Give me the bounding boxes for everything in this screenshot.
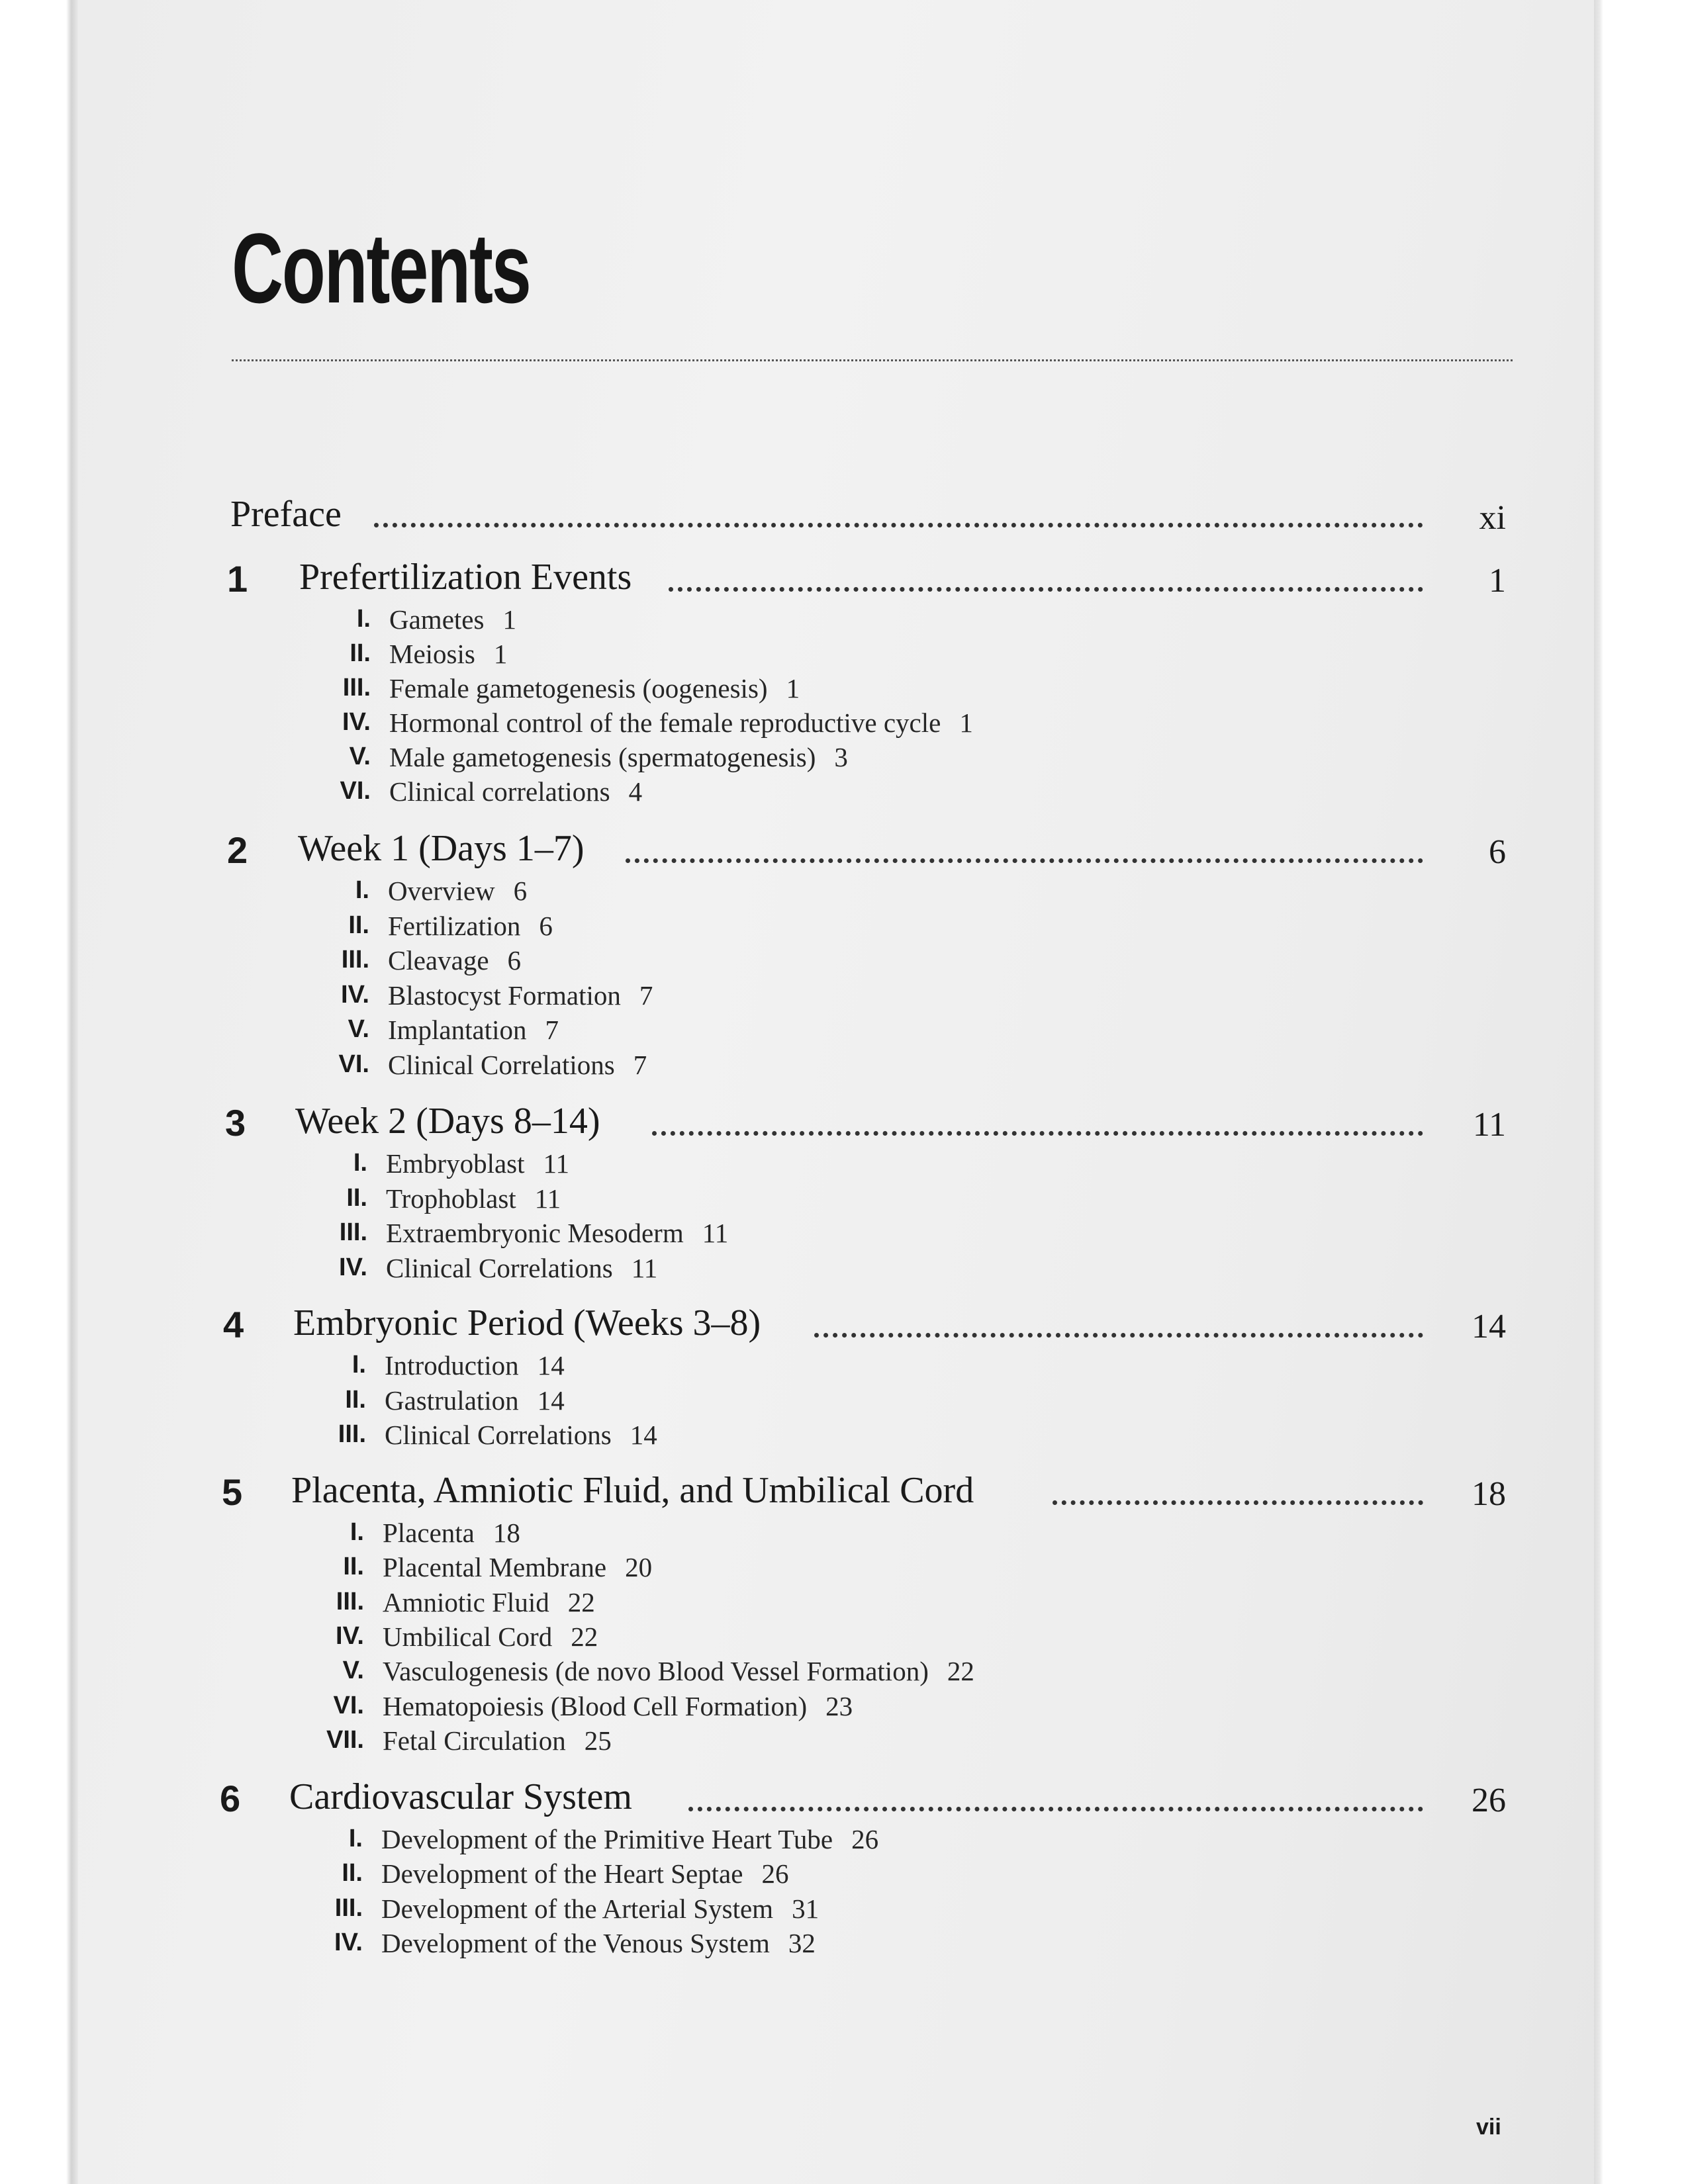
section-page: 1: [493, 639, 508, 669]
section-title: Amniotic Fluid: [383, 1586, 549, 1617]
section-number: III.: [338, 1420, 366, 1448]
section-entry: [381, 1858, 788, 1889]
chapter-number: 2: [227, 829, 248, 871]
preface-leader: [374, 523, 1423, 527]
section-number: IV.: [341, 980, 369, 1009]
section-page: 7: [639, 979, 653, 1011]
section-entry: [389, 741, 848, 773]
section-page: 20: [625, 1552, 653, 1583]
section-title: Clinical Correlations: [388, 1049, 615, 1080]
section-entry: [383, 1725, 612, 1756]
section-number: III.: [341, 946, 369, 974]
section-number: II.: [346, 1183, 367, 1212]
section-page: 3: [834, 742, 848, 772]
chapter-title: Placenta, Amniotic Fluid, and Umbilical Cord: [291, 1470, 974, 1511]
section-page: 7: [545, 1015, 559, 1045]
section-number: II.: [350, 639, 371, 667]
section-title: Gametes: [389, 604, 485, 635]
section-number: V.: [342, 1657, 364, 1685]
chapter-leader: [1053, 1500, 1423, 1505]
section-page: 25: [584, 1725, 612, 1756]
section-entry: [386, 1217, 728, 1249]
section-entry: [381, 1823, 878, 1855]
section-title: Male gametogenesis (spermatogenesis): [389, 742, 816, 772]
section-title: Clinical Correlations: [385, 1420, 612, 1450]
section-title: Vasculogenesis (de novo Blood Vessel Formation): [383, 1656, 929, 1687]
section-entry: [388, 910, 553, 942]
section-title: Clinical Correlations: [386, 1252, 613, 1283]
section-entry: [385, 1385, 565, 1416]
chapter-leader: [814, 1333, 1423, 1338]
section-entry: [388, 979, 653, 1011]
chapter-number: 1: [227, 558, 248, 600]
section-number: IV.: [336, 1621, 364, 1650]
section-number: I.: [350, 1518, 364, 1546]
chapter-leader: [652, 1131, 1423, 1136]
section-number: II.: [343, 1553, 364, 1581]
section-page: 14: [630, 1420, 657, 1450]
section-entry: [389, 776, 642, 807]
section-number: I.: [356, 605, 371, 633]
section-entry: [385, 1419, 657, 1451]
chapter-leader: [688, 1807, 1423, 1811]
section-title: Fetal Circulation: [383, 1725, 566, 1756]
chapter-number: 4: [223, 1304, 244, 1345]
chapter-leader: [669, 587, 1423, 592]
section-title: Implantation: [388, 1015, 527, 1045]
section-number: IV.: [339, 1253, 367, 1281]
section-title: Introduction: [385, 1350, 519, 1381]
section-entry: [388, 1014, 559, 1046]
section-page: 31: [792, 1893, 820, 1924]
chapter-number: 5: [222, 1471, 243, 1513]
chapter-page: 14: [1472, 1308, 1506, 1345]
section-page: 26: [851, 1824, 879, 1854]
section-title: Fertilization: [388, 910, 521, 941]
section-entry: [389, 638, 507, 670]
page-title: Contents: [232, 212, 530, 324]
section-number: II.: [348, 911, 369, 939]
section-entry: [383, 1517, 520, 1549]
section-title: Placenta: [383, 1518, 475, 1548]
section-title: Extraembryonic Mesoderm: [386, 1218, 684, 1248]
preface-title: Preface: [230, 494, 342, 535]
chapter-page: 11: [1472, 1106, 1506, 1144]
section-page: 11: [534, 1183, 561, 1214]
section-page: 22: [947, 1656, 974, 1687]
section-number: VI.: [338, 1050, 369, 1078]
section-title: Hormonal control of the female reproductive cycle: [389, 707, 941, 738]
section-title: Meiosis: [389, 639, 475, 669]
scan-edge-right: [1594, 0, 1688, 2184]
section-page: 32: [788, 1927, 816, 1958]
chapter-number: 6: [220, 1778, 241, 1819]
section-title: Development of the Venous System: [381, 1927, 770, 1958]
section-entry: [383, 1551, 652, 1583]
section-title: Development of the Primitive Heart Tube: [381, 1824, 833, 1854]
section-page: 4: [628, 776, 643, 807]
section-entry: [383, 1655, 974, 1687]
section-number: I.: [353, 1149, 367, 1177]
section-entry: [383, 1586, 595, 1618]
section-entry: [383, 1621, 598, 1653]
section-number: III.: [334, 1893, 363, 1922]
chapter-page: 1: [1489, 562, 1506, 600]
section-number: III.: [342, 674, 371, 702]
chapter-title: Prefertilization Events: [299, 557, 632, 598]
section-title: Development of the Heart Septae: [381, 1858, 743, 1889]
chapter-title: Embryonic Period (Weeks 3–8): [293, 1302, 761, 1343]
section-page: 14: [537, 1385, 565, 1416]
section-number: V.: [349, 743, 371, 770]
section-page: 7: [633, 1049, 647, 1080]
section-title: Cleavage: [388, 945, 489, 976]
section-entry: [388, 944, 521, 976]
section-entry: [389, 604, 516, 635]
section-number: VI.: [333, 1691, 364, 1719]
section-title: Embryoblast: [386, 1148, 525, 1179]
section-page: 11: [702, 1218, 729, 1248]
section-entry: [386, 1252, 657, 1284]
section-title: Overview: [388, 876, 495, 906]
section-number: II.: [342, 1859, 363, 1888]
section-number: VII.: [326, 1725, 364, 1754]
section-entry: [386, 1148, 569, 1179]
preface-page: xi: [1479, 499, 1506, 537]
section-page: 6: [507, 945, 522, 976]
section-number: II.: [345, 1385, 366, 1414]
section-page: 22: [571, 1621, 598, 1652]
section-page: 23: [825, 1690, 853, 1721]
chapter-title: Cardiovascular System: [289, 1776, 632, 1817]
scan-edge-left: [0, 0, 78, 2184]
chapter-leader: [626, 858, 1423, 863]
section-page: 22: [567, 1586, 595, 1617]
section-entry: [389, 707, 973, 739]
section-entry: [388, 875, 527, 907]
section-page: 6: [539, 910, 553, 941]
chapter-number: 3: [225, 1102, 246, 1144]
section-title: Development of the Arterial System: [381, 1893, 774, 1924]
page: [78, 0, 1594, 2184]
chapter-page: 18: [1472, 1475, 1506, 1513]
title-divider: [232, 359, 1513, 361]
section-page: 1: [502, 604, 516, 635]
section-title: Blastocyst Formation: [388, 979, 621, 1011]
section-entry: [386, 1183, 561, 1214]
section-number: IV.: [342, 708, 371, 736]
section-title: Gastrulation: [385, 1385, 519, 1416]
chapter-page: 26: [1472, 1782, 1506, 1819]
section-page: 6: [513, 876, 528, 906]
section-entry: [381, 1893, 819, 1925]
section-entry: [388, 1049, 647, 1081]
chapter-page: 6: [1489, 833, 1506, 871]
section-title: Clinical correlations: [389, 776, 610, 807]
section-title: Umbilical Cord: [383, 1621, 553, 1652]
section-entry: [385, 1349, 565, 1381]
section-title: Female gametogenesis (oogenesis): [389, 673, 768, 704]
chapter-title: Week 2 (Days 8–14): [295, 1101, 600, 1142]
section-number: V.: [348, 1015, 369, 1043]
section-page: 11: [631, 1252, 658, 1283]
section-title: Placental Membrane: [383, 1552, 607, 1583]
section-page: 14: [537, 1350, 565, 1381]
section-entry: [389, 672, 800, 704]
section-title: Trophoblast: [386, 1183, 516, 1214]
section-title: Hematopoiesis (Blood Cell Formation): [383, 1690, 808, 1721]
section-page: 1: [959, 707, 973, 738]
section-number: VI.: [340, 777, 371, 805]
section-number: I.: [355, 876, 369, 904]
section-page: 11: [543, 1148, 570, 1179]
section-entry: [383, 1690, 853, 1722]
section-page: 18: [492, 1518, 520, 1548]
section-page: 26: [761, 1858, 789, 1889]
section-number: III.: [339, 1218, 367, 1246]
section-number: I.: [348, 1825, 363, 1852]
section-number: I.: [352, 1351, 366, 1379]
section-entry: [381, 1927, 816, 1959]
chapter-title: Week 1 (Days 1–7): [298, 828, 585, 869]
section-page: 1: [786, 673, 800, 704]
section-number: III.: [336, 1587, 364, 1615]
section-number: IV.: [334, 1928, 363, 1956]
page-number: vii: [1476, 2115, 1501, 2140]
